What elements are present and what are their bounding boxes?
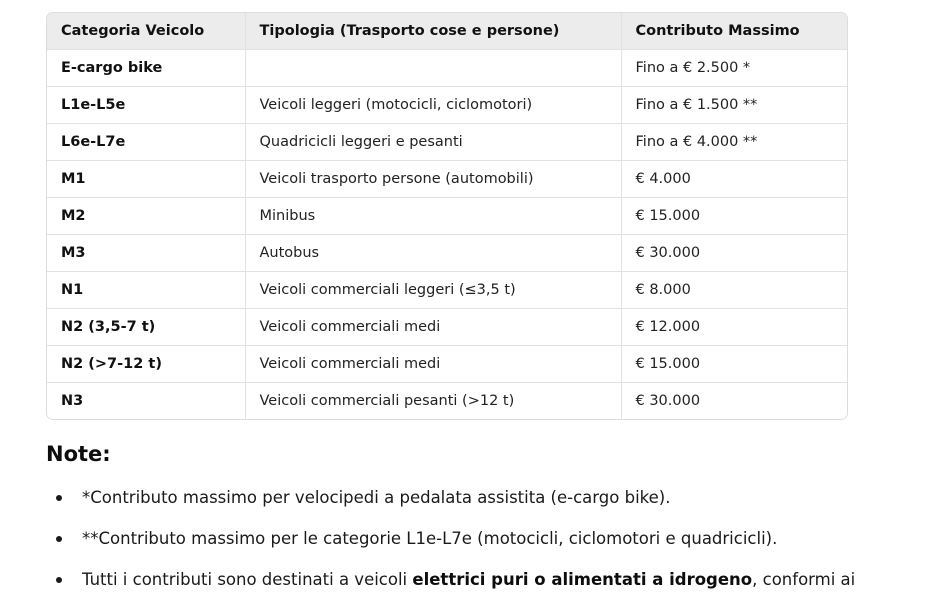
header-tipologia: Tipologia (Trasporto cose e persone) (245, 13, 621, 50)
cell-contributo: € 15.000 (621, 346, 847, 383)
table-row (47, 309, 847, 346)
table-row (47, 272, 847, 309)
table-row (47, 198, 847, 235)
notes-heading: Note: (46, 442, 111, 466)
cell-contributo: € 4.000 (621, 161, 847, 198)
cell-categoria: N2 (3,5-7 t) (47, 309, 245, 346)
cell-categoria: N3 (47, 383, 245, 420)
incentive-table (47, 13, 847, 419)
table-row (47, 383, 847, 420)
cell-contributo: € 30.000 (621, 235, 847, 272)
note-text-start: Tutti i contributi sono destinati a veicoli (82, 570, 413, 589)
notes-list (46, 484, 926, 607)
cell-categoria: M2 (47, 198, 245, 235)
table-row (47, 346, 847, 383)
cell-tipologia: Veicoli commerciali leggeri (≤3,5 t) (245, 272, 621, 309)
table-row (47, 124, 847, 161)
cell-contributo: Fino a € 1.500 ** (621, 87, 847, 124)
bullet-icon (56, 577, 62, 583)
cell-categoria: M3 (47, 235, 245, 272)
note-text-end: , conformi ai (752, 570, 856, 589)
cell-categoria: M1 (47, 161, 245, 198)
cell-tipologia: Veicoli leggeri (motocicli, ciclomotori) (245, 87, 621, 124)
note-text: *Contributo massimo per velocipedi a pedalata assistita (e-cargo bike). (82, 488, 671, 507)
cell-tipologia: Veicoli commerciali medi (245, 346, 621, 383)
cell-tipologia: Minibus (245, 198, 621, 235)
cell-categoria: L6e-L7e (47, 124, 245, 161)
cell-tipologia (245, 50, 621, 87)
note-text-emphasis: elettrici puri o alimentati a idrogeno (412, 570, 753, 589)
cell-contributo: Fino a € 2.500 * (621, 50, 847, 87)
cell-tipologia: Veicoli trasporto persone (automobili) (245, 161, 621, 198)
bullet-icon (56, 536, 62, 542)
table-row (47, 50, 847, 87)
cell-categoria: N2 (>7-12 t) (47, 346, 245, 383)
cell-tipologia: Autobus (245, 235, 621, 272)
table-header-row (47, 13, 847, 50)
cell-categoria: E-cargo bike (47, 50, 245, 87)
header-contributo: Contributo Massimo (621, 13, 847, 50)
incentive-table-container (46, 12, 848, 420)
cell-contributo: Fino a € 4.000 ** (621, 124, 847, 161)
cell-tipologia: Quadricicli leggeri e pesanti (245, 124, 621, 161)
list-item (46, 566, 926, 594)
cell-categoria: L1e-L5e (47, 87, 245, 124)
list-item (46, 525, 926, 553)
cell-tipologia: Veicoli commerciali medi (245, 309, 621, 346)
cell-contributo: € 12.000 (621, 309, 847, 346)
cell-contributo: € 8.000 (621, 272, 847, 309)
cell-tipologia: Veicoli commerciali pesanti (>12 t) (245, 383, 621, 420)
list-item (46, 484, 926, 512)
header-categoria: Categoria Veicolo (47, 13, 245, 50)
table-row (47, 87, 847, 124)
table-row (47, 235, 847, 272)
bullet-icon (56, 495, 62, 501)
cell-contributo: € 15.000 (621, 198, 847, 235)
cell-contributo: € 30.000 (621, 383, 847, 420)
cell-categoria: N1 (47, 272, 245, 309)
note-text: **Contributo massimo per le categorie L1e-L7e (motocicli, ciclomotori e quadricicli). (82, 529, 778, 548)
table-row (47, 161, 847, 198)
